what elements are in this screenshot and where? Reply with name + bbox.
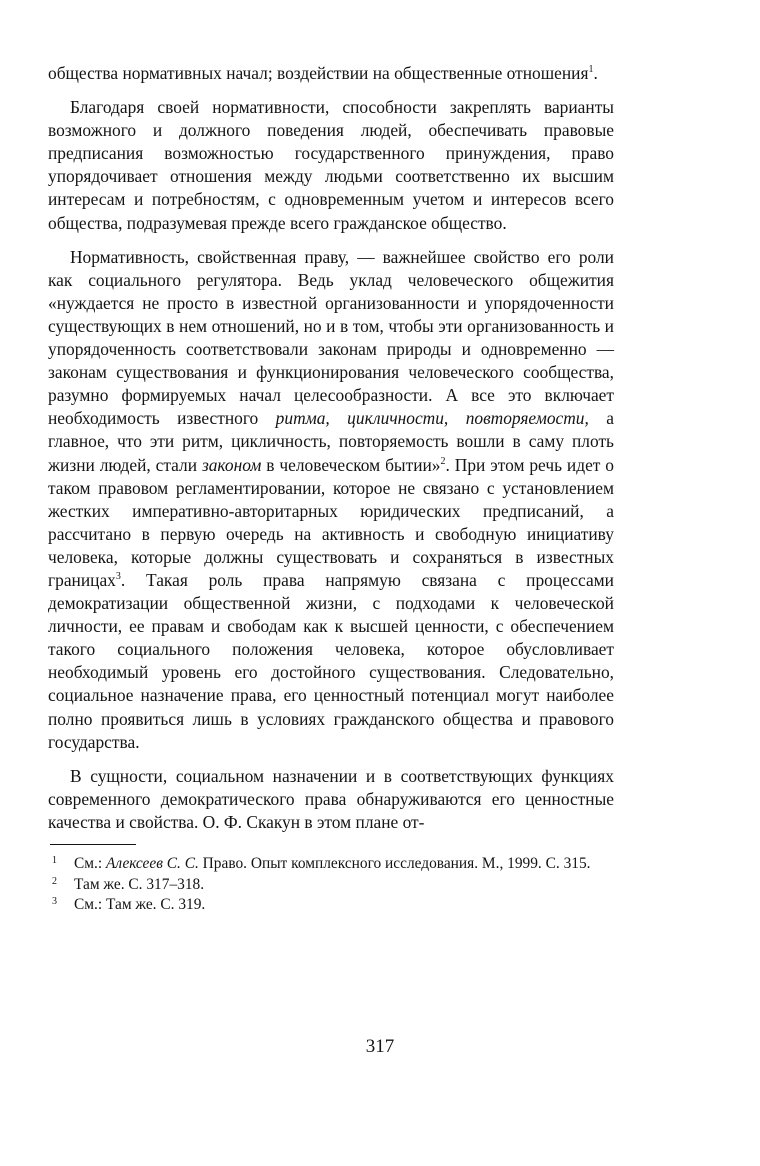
paragraph bbox=[48, 246, 614, 754]
paragraph-text: а главное, что эти ритм, цикличность, повторяемость вошли в саму плоть жизни людей, стали bbox=[48, 408, 614, 475]
paragraph-text: . При этом речь идет о таком правовом регламентировании, которое не связано с установлением жестких императивно-авторитарных юридических предписаний, а рассчитано в первую очередь на активность и свободную инициативу человека, которые должны существовать и сохраняться в известных границах bbox=[48, 454, 614, 590]
footnote-mark: 3 bbox=[52, 896, 57, 908]
footnote-divider bbox=[50, 844, 136, 845]
emphasis-text: законом bbox=[201, 454, 262, 475]
paragraph: В сущности, социальном назначении и в соответствующих функциях современного демократического права обнаруживаются его ценностные качества и свойства. О. Ф. Скакун в этом плане от- bbox=[48, 765, 614, 832]
paragraph-text: . Такая роль права напрямую связана с процессами демократизации общественной жизни, с подходами к человеческой личности, ее правам и свободам как к высшей ценности, с обеспечением такого социального положения человека, которое обусловливает необходимый уровень его достойного существования. Следовательно, социальное назначение права, его ценностный потенциал могут наиболее полно проявиться лишь в условиях гражданского общества и правового государства. bbox=[48, 569, 614, 752]
page-body bbox=[48, 62, 614, 916]
footnote-3 bbox=[48, 895, 614, 916]
paragraph-text: Нормативность, свойственная праву, — важнейшее свойство его роли как социального регулятора. Ведь уклад человеческого общежития «нуждается не просто в известной организованности и упорядоченности существующих в нем отношений, но и в том, чтобы эти организованность и упорядоченность соответствовали законам природы и одновременно — законам существования и функционирования человеческого сообщества, разумно формируемых начал целесообразности. А все это включает необходимость известного bbox=[48, 246, 614, 429]
footnote-2 bbox=[48, 875, 614, 896]
footnote-author: Алексеев С. С. bbox=[105, 855, 199, 872]
paragraph-text: общества нормативных начал; воздействии на общественные отношения bbox=[48, 63, 589, 83]
footnote-text: Там же. С. 317–318. bbox=[74, 875, 205, 893]
paragraph-continuation bbox=[48, 62, 614, 85]
page-number: 317 bbox=[365, 1036, 395, 1057]
paragraph: Благодаря своей нормативности, способности закреплять варианты возможного и должного поведения людей, обеспечивать правовые предписания возможностью государственного принуждения, право упорядочивает отношения между людьми соответственно их высшим интересам и потребностям, с одновременным учетом и интересов всего общества, подразумевая прежде всего гражданское общество. bbox=[48, 97, 614, 233]
footnote-text: См.: bbox=[74, 855, 106, 872]
footnote-1 bbox=[48, 854, 614, 875]
paragraph-text: . bbox=[593, 63, 598, 83]
paragraph-text: в человеческом бытии» bbox=[261, 454, 441, 475]
footnote-text: См.: Там же. С. 319. bbox=[74, 896, 206, 914]
footnote-text: Право. Опыт комплексного исследования. М., 1999. С. 315. bbox=[198, 855, 591, 872]
footnote-ref[interactable]: 1 bbox=[588, 64, 594, 76]
footnote-mark: 1 bbox=[52, 855, 57, 866]
footnote-ref[interactable]: 3 bbox=[115, 571, 121, 583]
emphasis-text: ритма, цикличности, повторяемости, bbox=[275, 408, 589, 429]
footnote-mark: 2 bbox=[52, 875, 57, 887]
footnote-ref[interactable]: 2 bbox=[440, 455, 446, 467]
